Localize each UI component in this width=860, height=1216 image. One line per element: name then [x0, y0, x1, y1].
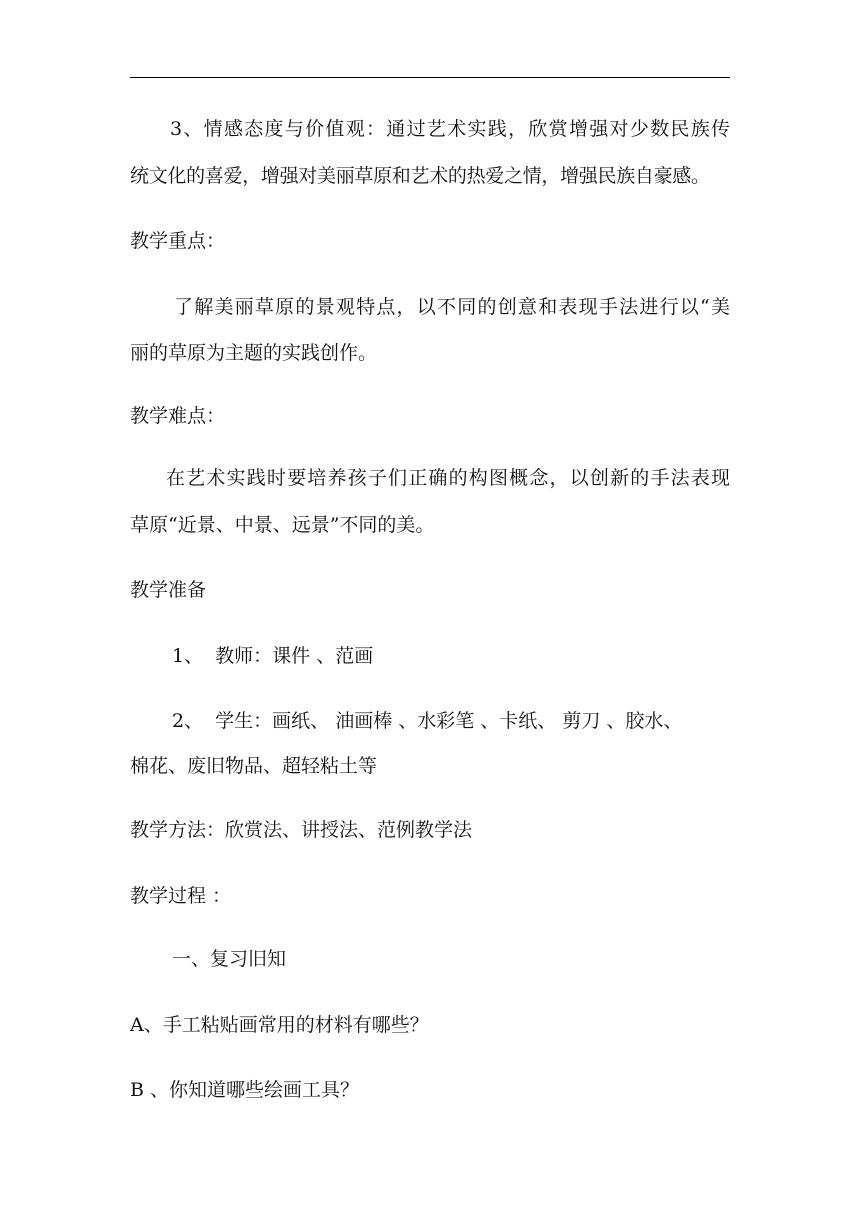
question-b: B 、你知道哪些绘画工具？ — [130, 1079, 360, 1101]
prep-item-student-line1: 2、 学生：画纸、 油画棒 、水彩笔 、卡纸、 剪刀 、胶水、 — [172, 710, 683, 732]
para-attitude-line1: 3、情感态度与价值观：通过艺术实践，欣赏增强对少数民族传 — [170, 118, 730, 140]
header-rule — [130, 77, 730, 78]
para-difficult-points-line2: 草原“近景、中景、远景”不同的美。 — [130, 514, 435, 536]
para-attitude-line2: 统文化的喜爱，增强对美丽草原和艺术的热爱之情，增强民族自豪感。 — [130, 165, 710, 187]
prep-item-teacher: 1、 教师：课件 、范画 — [172, 645, 374, 667]
para-key-points-line1: 了解美丽草原的景观特点，以不同的创意和表现手法进行以“美 — [174, 296, 730, 318]
heading-preparation: 教学准备 — [130, 579, 207, 601]
para-difficult-points-line1: 在艺术实践时要培养孩子们正确的构图概念，以创新的手法表现 — [166, 467, 730, 489]
section-review: 一、复习旧知 — [172, 948, 287, 970]
heading-teaching-process: 教学过程 ： — [130, 885, 232, 907]
teaching-methods: 教学方法：欣赏法、讲授法、范例教学法 — [130, 819, 473, 841]
heading-difficult-points: 教学难点： — [130, 405, 226, 427]
heading-key-points: 教学重点： — [130, 230, 226, 252]
para-key-points-line2: 丽的草原为主题的实践创作。 — [130, 342, 378, 364]
question-a: A、手工粘贴画常用的材料有哪些？ — [130, 1014, 429, 1036]
prep-item-student-line2: 棉花、废旧物品、超轻粘土等 — [130, 755, 378, 777]
